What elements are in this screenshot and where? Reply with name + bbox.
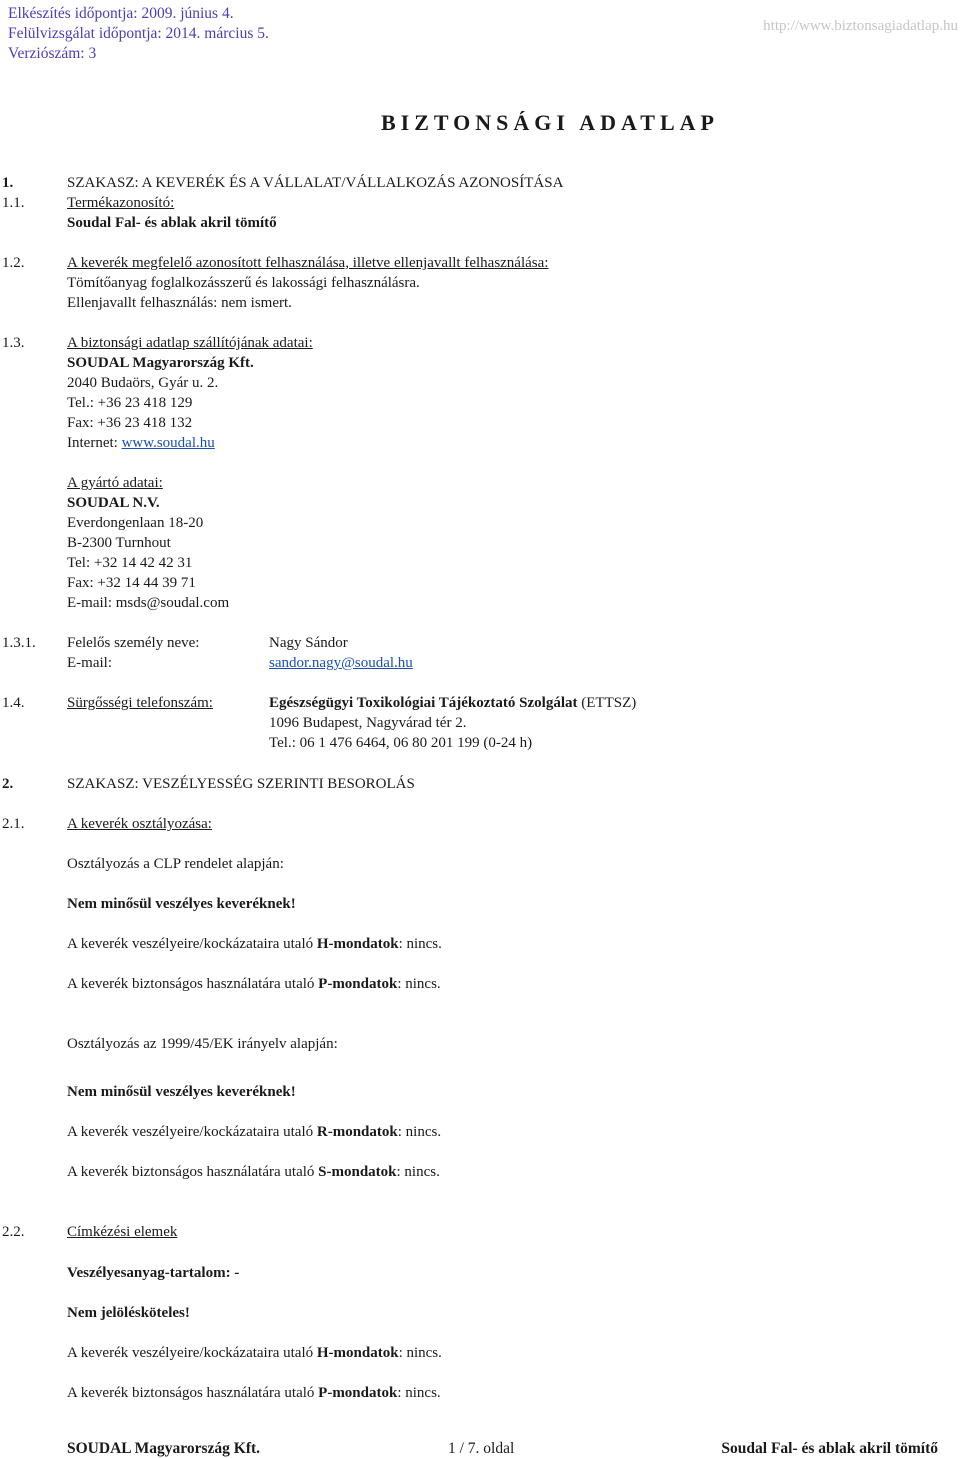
label-p-keyword: P-mondatok — [318, 1385, 398, 1401]
supplier-fax: Fax: +36 23 418 132 — [67, 415, 193, 431]
manufacturer-name: SOUDAL N.V. — [67, 495, 160, 511]
emergency-org-row — [269, 695, 636, 712]
responsible-person-name: Nagy Sándor — [269, 635, 348, 651]
footer-company: SOUDAL Magyarország Kft. — [67, 1440, 261, 1457]
section-1-1-number: 1.1. — [2, 195, 25, 211]
manufacturer-tel: Tel: +32 14 42 42 31 — [67, 555, 193, 571]
section-2-2-number: 2.2. — [2, 1224, 25, 1240]
ek-r-suffix: : nincs. — [397, 1124, 442, 1140]
section-1-4-number: 1.4. — [2, 695, 25, 711]
responsible-person-label: Felelős személy neve: — [67, 635, 200, 651]
label-h-keyword: H-mondatok — [316, 1345, 399, 1361]
revised-date: Felülvizsgálat időpontja: 2014. március 5. — [8, 25, 269, 42]
ek-s-keyword: S-mondatok — [318, 1164, 397, 1180]
ek-r-statements — [67, 1124, 441, 1141]
classification-label: A keverék osztályozása: — [67, 816, 212, 832]
section-1-number: 1. — [2, 175, 14, 191]
no-labelling-required: Nem jelölésköteles! — [67, 1305, 190, 1321]
section-2-heading: SZAKASZ: VESZÉLYESSÉG SZERINTI BESOROLÁS — [67, 776, 415, 792]
emergency-phone-label: Sürgősségi telefonszám: — [67, 695, 213, 711]
emergency-org: Egészségügyi Toxikológiai Tájékoztató Szolgálat — [269, 695, 578, 711]
section-1-2-number: 1.2. — [2, 255, 25, 271]
clp-p-keyword: P-mondatok — [318, 976, 398, 992]
ek-s-suffix: : nincs. — [396, 1164, 440, 1180]
responsible-email-link[interactable]: sandor.nagy@soudal.hu — [269, 655, 413, 671]
emergency-address: 1096 Budapest, Nagyvárad tér 2. — [269, 715, 467, 731]
label-h-statements — [67, 1345, 442, 1362]
version-number: Verziószám: 3 — [8, 45, 97, 62]
ek-not-hazardous: Nem minősül veszélyes keveréknek! — [67, 1084, 296, 1100]
label-p-statements — [67, 1385, 441, 1402]
section-1-heading: SZAKASZ: A KEVERÉK ÉS A VÁLLALAT/VÁLLALKOZÁS AZONOSÍTÁSA — [67, 175, 564, 191]
manufacturer-fax: Fax: +32 14 44 39 71 — [67, 575, 196, 591]
manufacturer-email: E-mail: msds@soudal.com — [67, 595, 230, 611]
created-date: Elkészítés időpontja: 2009. június 4. — [8, 5, 234, 22]
supplier-address: 2040 Budaörs, Gyár u. 2. — [67, 375, 219, 391]
label-h-prefix: A keverék veszélyeire/kockázataira utaló — [67, 1345, 317, 1361]
hazardous-content: Veszélyesanyag-tartalom: - — [67, 1265, 240, 1281]
footer-product: Soudal Fal- és ablak akril tömítő — [721, 1440, 938, 1457]
clp-not-hazardous: Nem minősül veszélyes keveréknek! — [67, 896, 296, 912]
product-name: Soudal Fal- és ablak akril tömítő — [67, 215, 277, 231]
supplier-web-row — [67, 435, 215, 452]
use-line-2: Ellenjavallt felhasználás: nem ismert. — [67, 295, 292, 311]
ek-r-keyword: R-mondatok — [316, 1124, 398, 1140]
manufacturer-address-2: B-2300 Turnhout — [67, 535, 171, 551]
footer-page-number: 1 / 7. oldal — [448, 1440, 515, 1457]
ek-r-prefix: A keverék veszélyeire/kockázataira utaló — [67, 1124, 317, 1140]
section-2-number: 2. — [2, 776, 14, 792]
emergency-tel: Tel.: 06 1 476 6464, 06 80 201 199 (0-24 h) — [269, 735, 533, 751]
responsible-email-label: E-mail: — [67, 655, 112, 671]
ek-s-statements — [67, 1164, 440, 1181]
ek-title: Osztályozás az 1999/45/EK irányelv alapján: — [67, 1036, 338, 1052]
clp-p-statements — [67, 976, 441, 993]
use-label: A keverék megfelelő azonosított felhasználása, illetve ellenjavallt felhasználása: — [67, 255, 549, 271]
ek-s-prefix: A keverék biztonságos használatára utaló — [67, 1164, 319, 1180]
use-line-1: Tömítőanyag foglalkozásszerű és lakossági felhasználásra. — [67, 275, 420, 291]
manufacturer-label: A gyártó adatai: — [67, 475, 163, 491]
header-info — [8, 4, 269, 64]
header-url[interactable]: http://www.biztonsagiadatlap.hu — [763, 18, 958, 34]
supplier-web-prefix: Internet: — [67, 435, 122, 451]
clp-p-prefix: A keverék biztonságos használatára utaló — [67, 976, 319, 992]
labelling-elements-label: Címkézési elemek — [67, 1224, 178, 1240]
section-2-1-number: 2.1. — [2, 816, 25, 832]
label-p-suffix: : nincs. — [397, 1385, 441, 1401]
clp-h-statements — [67, 936, 442, 953]
supplier-web-link[interactable]: www.soudal.hu — [121, 435, 215, 451]
section-1-3-number: 1.3. — [2, 335, 25, 351]
document-title: BIZTONSÁGI ADATLAP — [381, 110, 719, 135]
label-h-suffix: : nincs. — [398, 1345, 442, 1361]
clp-p-suffix: : nincs. — [397, 976, 441, 992]
supplier-tel: Tel.: +36 23 418 129 — [67, 395, 193, 411]
clp-h-prefix: A keverék veszélyeire/kockázataira utaló — [67, 936, 317, 952]
supplier-name: SOUDAL Magyarország Kft. — [67, 355, 254, 371]
clp-h-suffix: : nincs. — [398, 936, 442, 952]
section-1-3-1-number: 1.3.1. — [2, 635, 36, 651]
product-identifier-label: Termékazonosító: — [67, 195, 175, 211]
emergency-org-abbr: (ETTSZ) — [577, 695, 637, 711]
label-p-prefix: A keverék biztonságos használatára utaló — [67, 1385, 319, 1401]
clp-h-keyword: H-mondatok — [316, 936, 399, 952]
clp-title: Osztályozás a CLP rendelet alapján: — [67, 856, 284, 872]
manufacturer-address-1: Everdongenlaan 18-20 — [67, 515, 204, 531]
supplier-label: A biztonsági adatlap szállítójának adatai: — [67, 335, 313, 351]
